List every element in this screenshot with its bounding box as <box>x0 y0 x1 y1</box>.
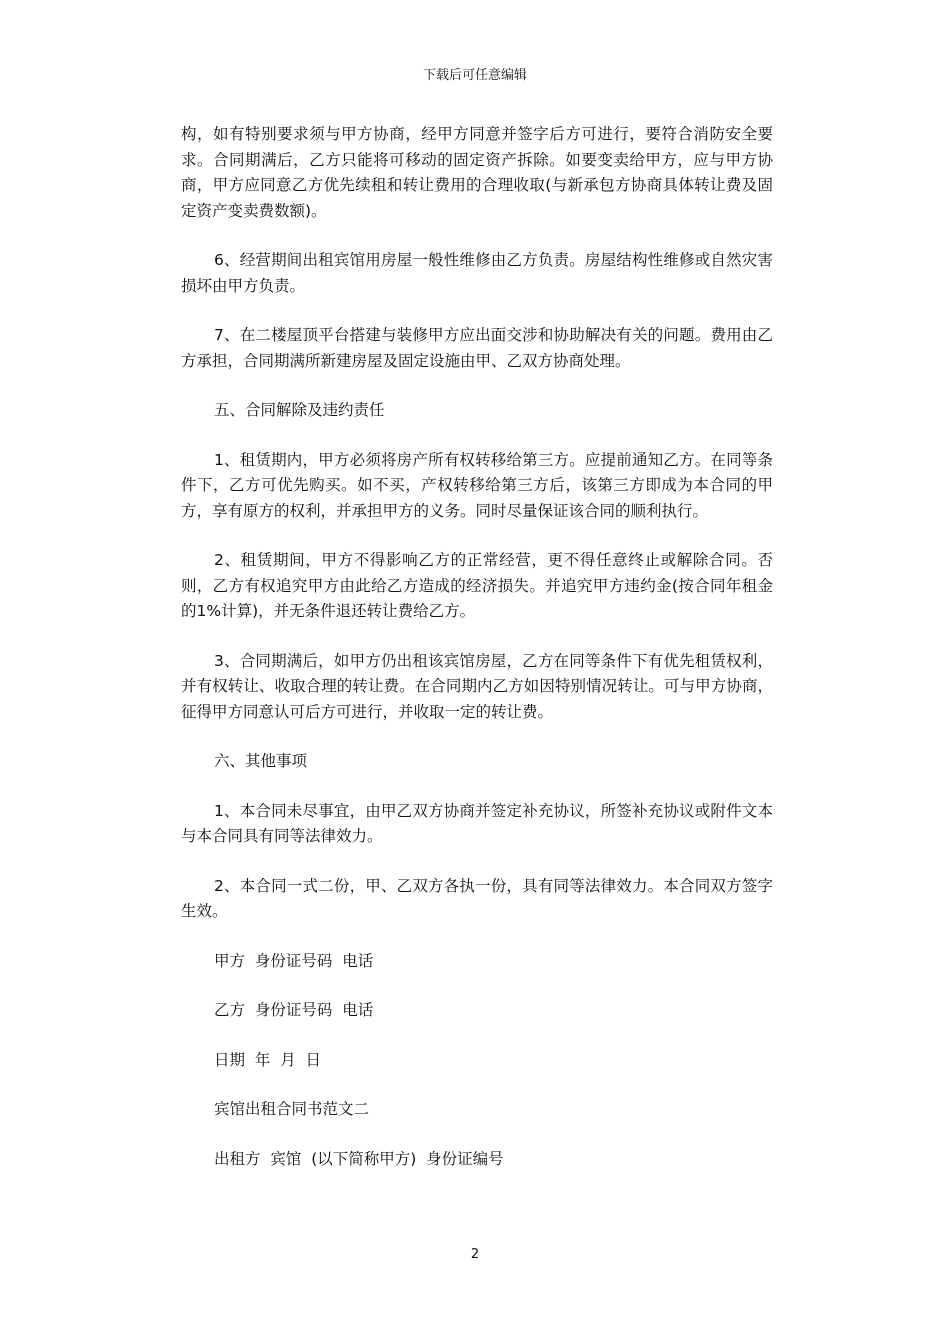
lessor-line: 出租方 宾馆 (以下简称甲方) 身份证编号 <box>214 1149 504 1168</box>
paragraph-3: 7、在二楼屋顶平台搭建与装修甲方应出面交涉和协助解决有关的问题。费用由乙方承担，合同期满所新建房屋及固定设施由甲、乙双方协商处理。 <box>181 326 773 370</box>
paragraph-6: 2、租赁期间，甲方不得影响乙方的正常经营，更不得任意终止或解除合同。否则，乙方有权追究甲方由此给乙方造成的经济损失。并追究甲方违约金(按合同年租金的1%计算)，并无条件退还转让费给乙方。 <box>181 551 773 620</box>
document-title-2: 宾馆出租合同书范文二 <box>214 1100 370 1118</box>
paragraph-5: 1、租赁期内，甲方必须将房产所有权转移给第三方。应提前通知乙方。在同等条件下，乙方可优先购买。如不买，产权转移给第三方后，该第三方即成为本合同的甲方，享有原方的权利，并承担甲方的义务。同时尽量保证该合同的顺利执行。 <box>181 450 773 520</box>
page-header: 下载后可任意编辑 <box>422 68 527 83</box>
paragraph-1: 构，如有特别要求须与甲方协商，经甲方同意并签字后方可进行，要符合消防安全要求。合同期满后，乙方只能将可移动的固定资产拆除。如要变卖给甲方，应与甲方协商，甲方应同意乙方优先续租和转让费用的合理收取(与新承包方协商具体转让费及固定资产变卖费数额)。 <box>181 125 773 220</box>
signature-line-party-a: 甲方 身份证号码 电话 <box>214 951 374 970</box>
paragraph-7: 3、合同期满后，如甲方仍出租该宾馆房屋，乙方在同等条件下有优先租赁权利，并有权转让、收取合理的转让费。在合同期内乙方如因特别情况转让。可与甲方协商，征得甲方同意认可后方可进行，并收取一定的转让费。 <box>181 651 773 721</box>
document-body <box>181 122 773 1196</box>
paragraph-9: 1、本合同未尽事宜，由甲乙双方协商并签定补充协议，所签补充协议或附件文本与本合同具有同等法律效力。 <box>181 801 773 845</box>
page-number: 2 <box>470 1247 480 1262</box>
signature-line-party-b: 乙方 身份证号码 电话 <box>214 1001 374 1019</box>
section-heading-5: 五、合同解除及违约责任 <box>214 401 385 419</box>
section-heading-6: 六、其他事项 <box>214 752 308 770</box>
paragraph-10: 2、本合同一式二份，甲、乙双方各执一份，具有同等法律效力。本合同双方签字生效。 <box>181 876 773 920</box>
date-line: 日期 年 月 日 <box>214 1050 322 1069</box>
paragraph-2: 6、经营期间出租宾馆用房屋一般性维修由乙方负责。房屋结构性维修或自然灾害损坏由甲方负责。 <box>181 251 773 295</box>
